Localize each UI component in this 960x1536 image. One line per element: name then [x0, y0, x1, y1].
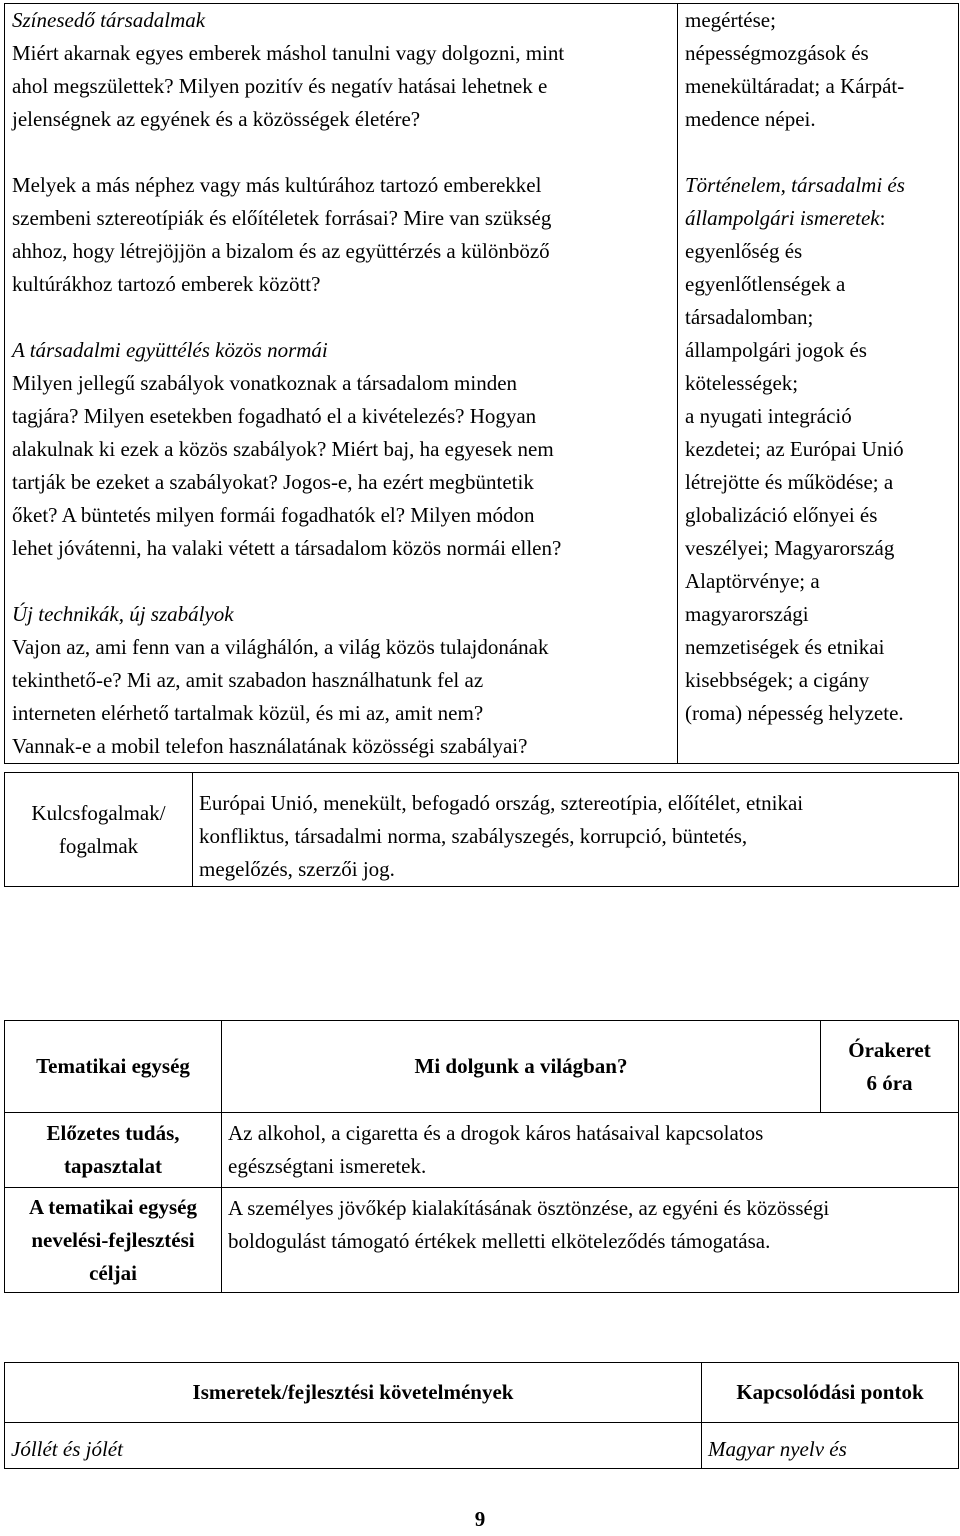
text-line: nemzetiségek és etnikai — [685, 635, 885, 659]
text-line: ahol megszülettek? Milyen pozitív és negatív hatásai lehetnek e — [12, 74, 548, 98]
text-line: egyenlőtlenségek a — [685, 272, 846, 296]
prior-label: tapasztalat — [64, 1154, 162, 1178]
text-line: társadalomban; — [685, 305, 814, 329]
text-line: tartják be ezeket a szabályokat? Jogos-e, ha ezért megbüntetik — [12, 470, 534, 494]
text-line: kötelességek; — [685, 371, 799, 395]
section-title-colorful-societies: Színesedő társadalmak — [12, 8, 206, 32]
goals-label-cell — [5, 1188, 222, 1293]
goals-text-cell — [222, 1188, 959, 1293]
keywords-row — [5, 773, 959, 887]
requirements-table — [4, 1362, 959, 1469]
text-line: Vajon az, ami fenn van a világhálón, a világ közös tulajdonának — [12, 635, 549, 659]
keywords-label: Kulcsfogalmak/ — [31, 800, 166, 825]
goals-label: nevelési-fejlesztési — [31, 1227, 195, 1252]
text-line: tekinthető-e? Mi az, amit szabadon használhatunk fel az — [12, 668, 484, 692]
section-title-common-norms: A társadalmi együttélés közös normái — [12, 338, 328, 362]
connection-points-cell — [678, 4, 959, 764]
curriculum-content-table — [4, 3, 959, 764]
unit-label: Tematikai egység — [36, 1054, 190, 1078]
requirements-header-label: Ismeretek/fejlesztési követelmények — [192, 1380, 514, 1404]
goals-label: A tematikai egység — [29, 1194, 197, 1219]
text-line: Miért akarnak egyes emberek máshol tanulni vagy dolgozni, mint — [12, 41, 565, 65]
keywords-cell — [193, 773, 959, 887]
keywords-table — [4, 772, 959, 887]
hours-cell — [821, 1021, 959, 1113]
text-line: kisebbségek; a cigány — [685, 668, 870, 692]
requirements-header — [5, 1363, 702, 1423]
requirements-row — [5, 1423, 959, 1469]
prior-text-cell — [222, 1113, 959, 1188]
text-line: tagjára? Milyen esetekben fogadható el a kivételezés? Hogyan — [12, 404, 537, 428]
requirement-topic: Jóllét és jólét — [11, 1437, 123, 1461]
page-number: 9 — [474, 1507, 486, 1531]
text-line: a nyugati integráció — [685, 404, 852, 428]
text-line: Vannak-e a mobil telefon használatának közösségi szabályai? — [12, 734, 528, 758]
unit-label-cell — [5, 1021, 222, 1113]
subject-title: állampolgári ismeretek: — [685, 206, 886, 230]
text-line: veszélyei; Magyarország — [685, 536, 895, 560]
text-line: globalizáció előnyei és — [685, 503, 878, 527]
subject-title: Történelem, társadalmi és — [685, 173, 905, 197]
text-line: ahhoz, hogy létrejöjjön a bizalom és az együttérzés a különböző — [12, 239, 550, 263]
unit-title-cell — [222, 1021, 821, 1113]
text-line: Melyek a más néphez vagy más kultúrához tartozó emberekkel — [12, 173, 542, 197]
prior-knowledge-row — [5, 1113, 959, 1188]
keywords-label: fogalmak — [58, 833, 139, 858]
text-line: interneten elérhető tartalmak közül, és mi az, amit nem? — [12, 701, 484, 725]
text-line: állampolgári jogok és — [685, 338, 867, 362]
text-line: egyenlőség és — [685, 239, 803, 263]
keywords-label-cell — [5, 773, 193, 887]
connections-header — [702, 1363, 959, 1423]
text-line: alakulnak ki ezek a közös szabályok? Miért baj, ha egyesek nem — [12, 437, 554, 461]
text-line: szembeni sztereotípiák és előítéletek forrásai? Mire van szükség — [12, 206, 552, 230]
text-line: jelenségnek az egyének és a közösségek életére? — [12, 107, 421, 131]
prior-text-line: Az alkohol, a cigaretta és a drogok káros hatásaival kapcsolatos — [228, 1121, 764, 1145]
keywords-line: Európai Unió, menekült, befogadó ország, sztereotípia, előítélet, etnikai — [199, 791, 804, 815]
text-line: medence népei. — [685, 107, 816, 131]
goals-text-line: boldogulást támogató értékek melletti elköteleződés támogatása. — [228, 1229, 771, 1253]
text-line: (roma) népesség helyzete. — [685, 701, 904, 725]
text-line: kultúrákhoz tartozó emberek között? — [12, 272, 321, 296]
thematic-unit-table — [4, 1020, 959, 1293]
connection-cell — [702, 1423, 959, 1469]
goals-text-line: A személyes jövőkép kialakításának ösztönzése, az egyéni és közösségi — [228, 1196, 830, 1220]
unit-header-row — [5, 1021, 959, 1113]
text-line: magyarországi — [685, 602, 809, 626]
unit-title: Mi dolgunk a világban? — [414, 1054, 628, 1078]
text-line: megértése; — [685, 8, 776, 32]
prior-label: Előzetes tudás, — [46, 1121, 180, 1145]
text-line: lehet jóvátenni, ha valaki vétett a társadalom közös normái ellen? — [12, 536, 562, 560]
questions-cell — [5, 4, 678, 764]
text-line: kezdetei; az Európai Unió — [685, 437, 904, 461]
text-line: menekültáradat; a Kárpát- — [685, 74, 905, 98]
keywords-line: konfliktus, társadalmi norma, szabályszegés, korrupció, büntetés, — [199, 824, 748, 848]
prior-label-cell — [5, 1113, 222, 1188]
hours-label: Órakeret — [848, 1037, 931, 1062]
text-line: népességmozgások és — [685, 41, 869, 65]
hours-value: 6 óra — [866, 1070, 913, 1095]
section-title-new-techniques: Új technikák, új szabályok — [12, 602, 234, 626]
content-row — [5, 4, 959, 764]
text-line: Milyen jellegű szabályok vonatkoznak a társadalom minden — [12, 371, 518, 395]
goals-label: céljai — [89, 1260, 137, 1285]
text-line: létrejötte és működése; a — [685, 470, 894, 494]
requirements-header-row — [5, 1363, 959, 1423]
connections-header-label: Kapcsolódási pontok — [736, 1380, 924, 1404]
requirement-cell — [5, 1423, 702, 1469]
prior-text-line: egészségtani ismeretek. — [228, 1154, 427, 1178]
goals-row — [5, 1188, 959, 1293]
text-line: őket? A büntetés milyen formái fogadhatók el? Milyen módon — [12, 503, 535, 527]
text-line: Alaptörvénye; a — [685, 569, 820, 593]
keywords-line: megelőzés, szerzői jog. — [199, 857, 395, 881]
connection-subject: Magyar nyelv és — [708, 1437, 847, 1461]
